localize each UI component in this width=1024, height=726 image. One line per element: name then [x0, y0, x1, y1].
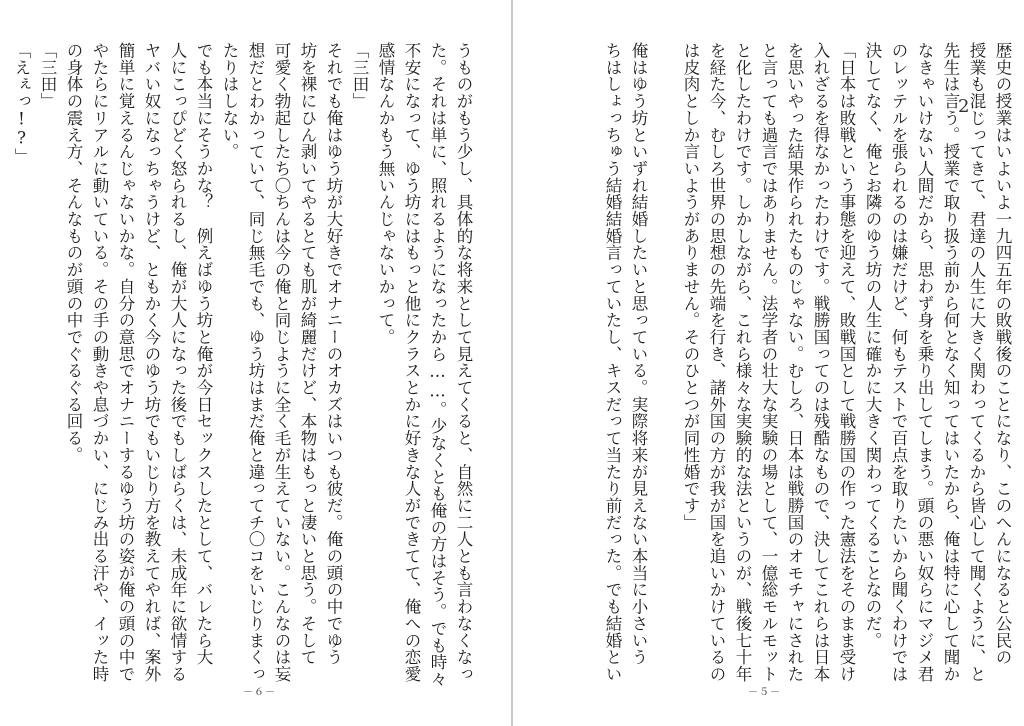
text-line: 俺はゆう坊といずれ結婚したいと思っている。実際将来が見えない本当に小さいう [629, 42, 648, 666]
text-line: 簡単に覚えるんじゃないかな。自分の意思でオナニーするゆう坊の姿が俺の頭の中で [116, 42, 135, 683]
text-line: の身体の震え方、そんなものが頭の中でぐるぐる回る。 [64, 42, 83, 464]
text-line: 坊を裸にひん剥いてやるとても肌が綺麗だけど、本物はもっと凄いと思う。そして [298, 42, 317, 666]
text-line: 歴史の授業はいよいよ一九四五年の敗戦後のことになり、このへんになると公民の [993, 42, 1012, 666]
text-line: 「日本は敗戦という事態を迎えて、敗戦国として戦勝国の作った憲法をそのまま受け [837, 42, 856, 683]
text-line: 決してなく、俺とお隣のゆう坊の人生に確かに大きく関わってくることなのだ。 [863, 42, 882, 649]
text-line: を思いやった結果作られたものじゃない。むしろ、日本は戦勝国のオモチャにされた [785, 42, 804, 683]
text-line: 可愛く勃起したち〇ちんは今の俺と同じように全く毛が生えていない。こんなのは妄 [272, 42, 291, 683]
text-line: 「えぇっ!?」 [12, 42, 31, 165]
left-page-folio: －６－ [243, 687, 276, 698]
right-page [513, 0, 1024, 726]
text-line: うものがもう少し、具体的な将来として見えてくると、自然に二人とも言わなくなっ [454, 42, 473, 683]
text-line: ヤバい奴になっちゃうけど、ともかく今のゆう坊でもいじり方を教えてやれば、案外 [142, 42, 161, 683]
chapter-number: 2 [958, 96, 970, 117]
text-line: なきゃいけない人間だから、思わず身を乗り出してしまう。頭の悪い奴らにマジメ君 [915, 42, 934, 683]
text-line: それでも俺はゆう坊が大好きでオナニーのオカズはいつも彼だ。俺の頭の中でゆう [324, 42, 343, 666]
text-line: 「三田」 [38, 42, 57, 110]
text-line: たりはしない。 [220, 42, 239, 160]
text-line: を経た今、むしろ世界の思想の先端を行き、諸外国の方が我が国を追いかけているの [707, 42, 726, 683]
text-line: ちはしょっちゅう結婚結婚言っていたし、キスだって当たり前だった。でも結婚とい [603, 42, 622, 683]
text-line: でも本当にそうかな？ 例えばゆう坊と俺が今日セックスしたとして、バレたら大 [194, 42, 213, 666]
text-line: 想だとわかっていて、同じ無毛でも、ゆう坊はまだ俺と違ってチ〇コをいじりまくっ [246, 42, 265, 683]
text-line: と化したわけです。しかしながら、これら様々な実験的な法というのが、戦後七十年 [733, 42, 752, 683]
text-line: 授業も混じってきて、君達の人生に大きく関わってくるから皆心して聞くように、と [967, 42, 986, 683]
text-line [651, 42, 677, 682]
text-line: 不安になって、ゆう坊にはもっと他にクラスとかに好きな人ができてて、俺への恋愛 [402, 42, 421, 683]
text-line: と言っても過言ではありません。法学者の壮大な実験の場として、一億総モルモット [759, 42, 778, 683]
text-line: やたらにリアルに動いている。その手の動きや息づかい、にじみ出る汗や、イッた時 [90, 42, 109, 683]
text-line: た。それは単に、照れるようになったから……。少なくとも俺の方はそう。でも時々 [428, 42, 447, 688]
right-page-folio: －５－ [748, 687, 781, 698]
text-line: は皮肉としか言いようがありません。そのひとつが同性婚です」 [681, 42, 700, 531]
text-line: 感情なんかもう無いんじゃないかって。 [376, 42, 395, 346]
right-page-text [603, 42, 1015, 683]
text-line: 「三田」 [350, 42, 369, 110]
text-line: 先生は言う。授業で取り扱う前から何となく知ってはいたから、俺は特に心して聞か [941, 42, 960, 683]
left-page [0, 0, 511, 726]
text-line: 人にこっぴどく怒られるし、俺が大人になった後でもしばらくは、未成年に欲情する [168, 42, 187, 683]
text-line: 入れざるを得なかったわけです。戦勝国ってのは残酷なもので、決してこれらは日本 [811, 42, 830, 683]
left-page-text [12, 42, 476, 688]
text-line: のレッテルを張られるのは嫌だけど、何もテストで百点を取りたいから聞くわけでは [889, 42, 908, 683]
